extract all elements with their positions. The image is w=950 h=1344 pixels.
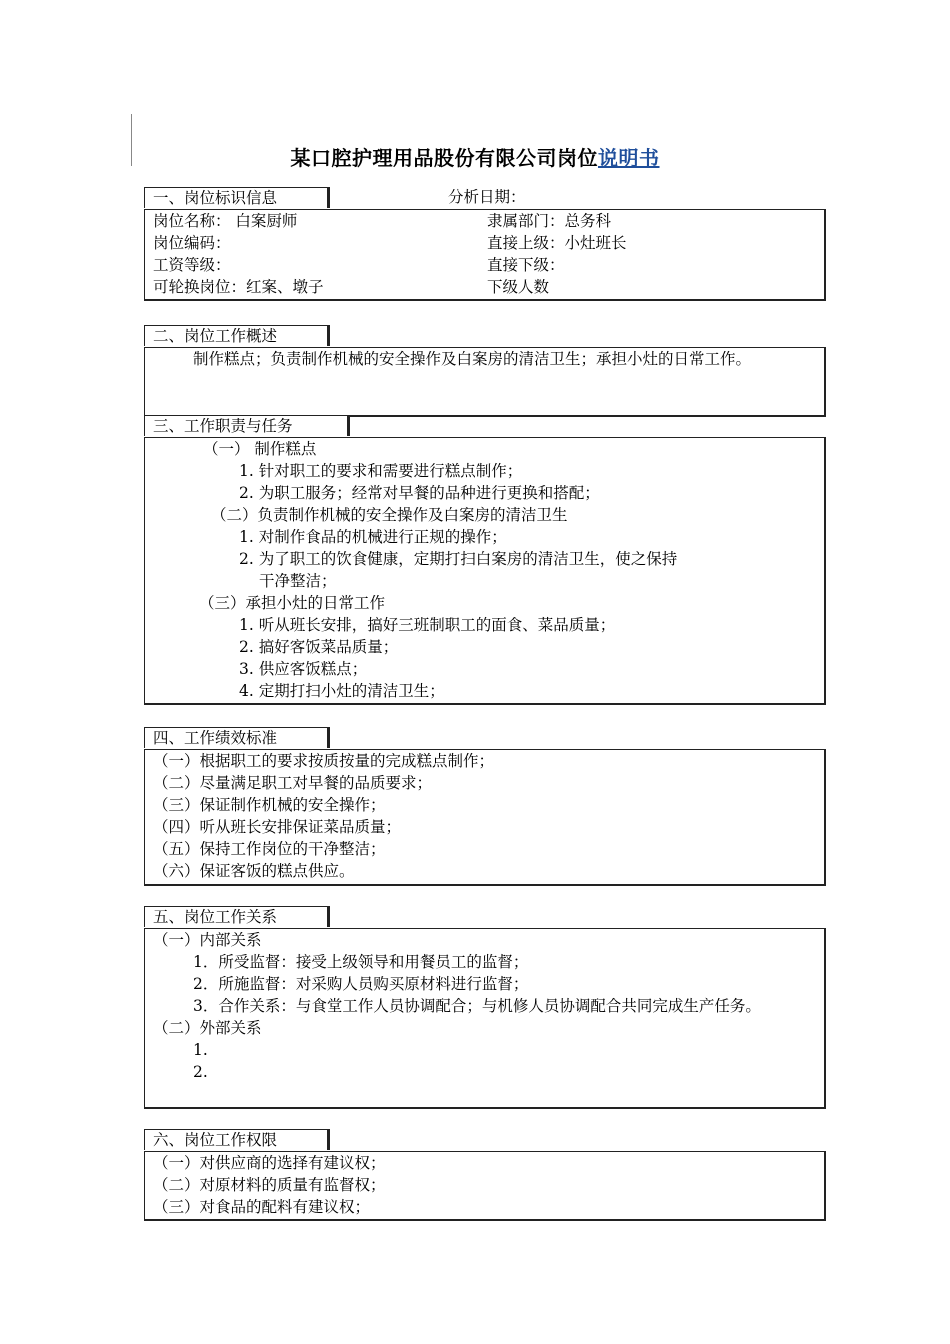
performance-item: （三）保证制作机械的安全操作； — [153, 796, 386, 814]
duty-group-title: （一） 制作糕点 — [203, 440, 317, 458]
section-header: 五、岗位工作关系 — [144, 906, 330, 927]
duty-item-continued: 干净整洁； — [259, 572, 337, 590]
duty-item: 4. 定期打扫小灶的清洁卫生； — [239, 682, 445, 700]
relation-item: 3．合作关系：与食堂工作人员协调配合；与机修人员协调配合共同完成生产任务。 — [193, 997, 761, 1015]
section-performance — [144, 727, 826, 886]
section-header: 一、岗位标识信息 — [144, 187, 330, 208]
relation-item: 2. — [193, 1063, 208, 1081]
duty-group-title: （二）负责制作机械的安全操作及白案房的清洁卫生 — [211, 506, 568, 524]
duty-item: 3. 供应客饭糕点； — [239, 660, 368, 678]
duty-item: 2. 为了职工的饮食健康，定期打扫白案房的清洁卫生，使之保持 — [239, 550, 678, 568]
section-body — [144, 1151, 826, 1221]
overview-text: 制作糕点；负责制作机械的安全操作及白案房的清洁卫生；承担小灶的日常工作。 — [193, 350, 752, 368]
external-relations-title: （二）外部关系 — [153, 1019, 262, 1037]
document-title — [0, 142, 950, 171]
duty-group-title: （三）承担小灶的日常工作 — [199, 594, 386, 612]
authority-item: （三）对食品的配料有建议权； — [153, 1198, 371, 1216]
title-text: 某口腔护理用品股份有限公司岗位 — [290, 146, 598, 170]
performance-item: （一）根据职工的要求按质按量的完成糕点制作； — [153, 752, 495, 770]
internal-relations-title: （一）内部关系 — [153, 931, 262, 949]
section-duties — [144, 415, 826, 705]
section-body — [144, 347, 826, 417]
section-header: 四、工作绩效标准 — [144, 727, 330, 748]
section-body — [144, 209, 826, 301]
duty-item: 2. 搞好客饭菜品质量； — [239, 638, 399, 656]
duty-item: 1. 听从班长安排，搞好三班制职工的面食、菜品质量； — [239, 616, 616, 634]
relation-item: 1．所受监督：接受上级领导和用餐员工的监督； — [193, 953, 529, 971]
direct-subordinate: 直接下级： — [487, 256, 565, 274]
performance-item: （五）保持工作岗位的干净整洁； — [153, 840, 386, 858]
salary-grade: 工资等级： — [153, 256, 231, 274]
performance-item: （四）听从班长安排保证菜品质量； — [153, 818, 402, 836]
section-body — [144, 437, 826, 705]
relation-item: 2．所施监督：对采购人员购买原材料进行监督； — [193, 975, 529, 993]
subordinate-count: 下级人数 — [487, 278, 550, 296]
section-body — [144, 928, 826, 1109]
section-body — [144, 749, 826, 886]
authority-item: （二）对原材料的质量有监督权； — [153, 1176, 386, 1194]
section-authority — [144, 1129, 826, 1221]
section-header: 六、岗位工作权限 — [144, 1129, 330, 1150]
department: 隶属部门：总务科 — [487, 212, 612, 230]
section-relations — [144, 906, 826, 1109]
performance-item: （六）保证客饭的糕点供应。 — [153, 862, 355, 880]
authority-item: （一）对供应商的选择有建议权； — [153, 1154, 386, 1172]
rotatable-positions: 可轮换岗位：红案、墩子 — [153, 278, 324, 296]
position-name: 岗位名称： 白案厨师 — [153, 212, 298, 230]
direct-superior: 直接上级：小灶班长 — [487, 234, 627, 252]
relation-item: 1. — [193, 1041, 208, 1059]
performance-item: （二）尽量满足职工对早餐的品质要求； — [153, 774, 433, 792]
title-link[interactable]: 说明书 — [598, 146, 660, 170]
section-overview — [144, 325, 826, 417]
analysis-date-label: 分析日期： — [448, 188, 526, 206]
section-identification — [144, 187, 826, 301]
duty-item: 1. 对制作食品的机械进行正规的操作； — [239, 528, 507, 546]
section-header: 二、岗位工作概述 — [144, 325, 330, 346]
duty-item: 1. 针对职工的要求和需要进行糕点制作； — [239, 462, 523, 480]
duty-item: 2. 为职工服务；经常对早餐的品种进行更换和搭配； — [239, 484, 600, 502]
position-code: 岗位编码： — [153, 234, 231, 252]
section-header: 三、工作职责与任务 — [144, 415, 350, 436]
